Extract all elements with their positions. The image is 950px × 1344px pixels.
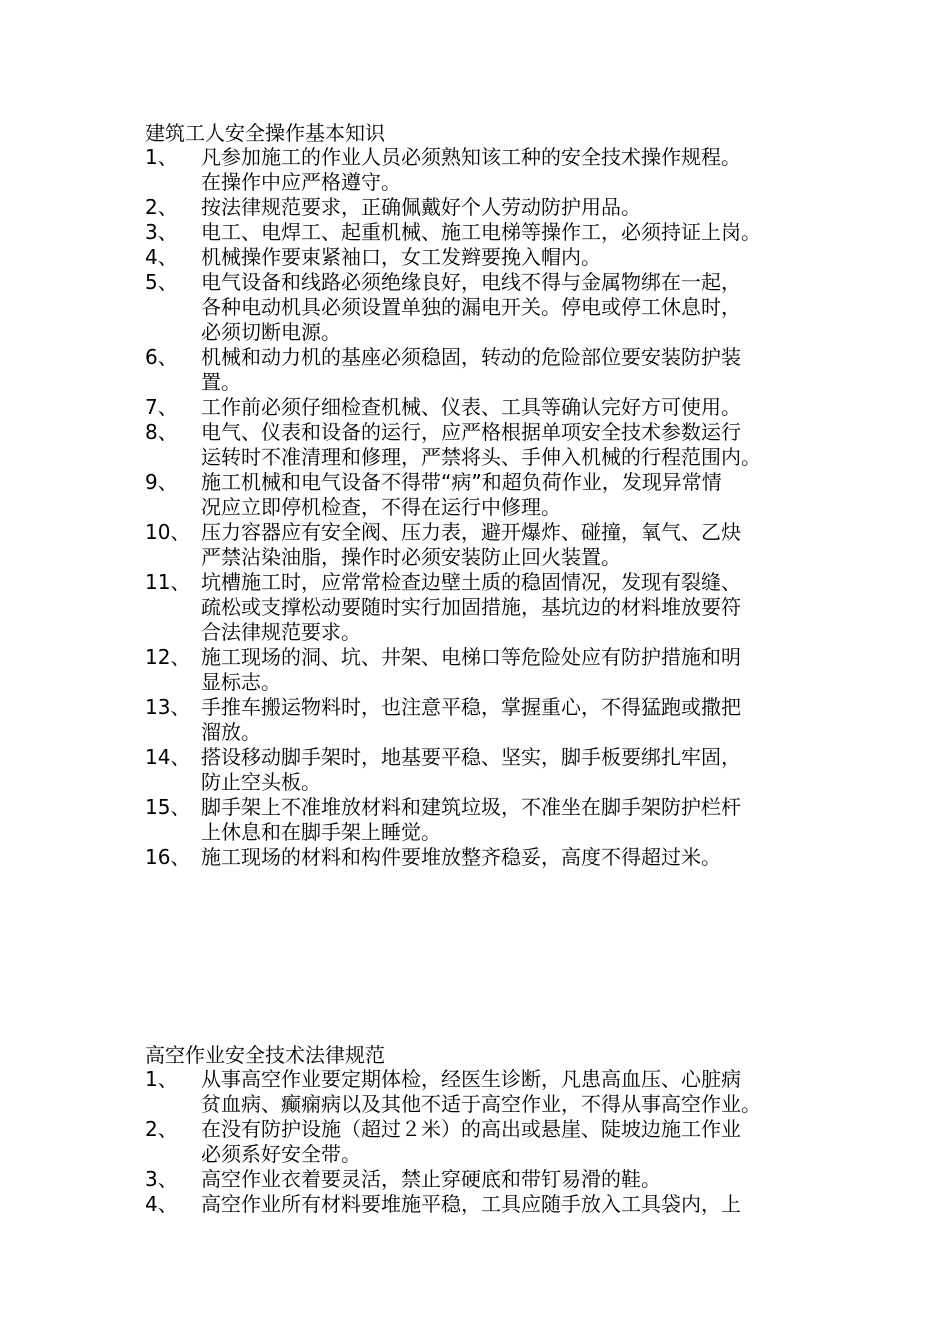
list-item	[145, 345, 835, 395]
item-text-line: 机械和动力机的基座必须稳固，转动的危险部位要安装防护装	[201, 345, 741, 369]
item-text-line: 施工机械和电气设备不得带“病”和超负荷作业，发现异常情	[201, 470, 722, 494]
item-list	[145, 145, 835, 870]
item-text-line: 搭设移动脚手架时，地基要平稳、坚实，脚手板要绑扎牢固，	[201, 745, 741, 769]
item-text-line: 置。	[201, 370, 241, 394]
list-item	[145, 1192, 835, 1217]
item-text	[201, 470, 835, 520]
item-text	[201, 145, 835, 195]
list-item	[145, 470, 835, 520]
item-number: 1、	[145, 1067, 178, 1091]
list-item	[145, 845, 835, 870]
item-text-line: 合法律规范要求。	[201, 620, 361, 644]
item-text-line: 机械操作要束紧袖口，女工发辫要挽入帽内。	[201, 245, 601, 269]
item-text-line: 贫血病、癫痫病以及其他不适于高空作业，不得从事高空作业。	[201, 1092, 761, 1116]
list-item	[145, 745, 835, 795]
item-number: 3、	[145, 1167, 178, 1191]
item-text-line: 必须切断电源。	[201, 320, 341, 344]
item-text-line: 电气设备和线路必须绝缘良好，电线不得与金属物绑在一起，	[201, 270, 741, 294]
item-text-line: 溜放。	[201, 720, 261, 744]
item-number: 2、	[145, 195, 178, 219]
item-text	[201, 695, 835, 745]
item-number: 6、	[145, 345, 178, 369]
item-list	[145, 1067, 835, 1217]
item-number: 15、	[145, 795, 191, 819]
item-text	[201, 1067, 835, 1117]
list-item	[145, 245, 835, 270]
item-text-line: 电工、电焊工、起重机械、施工电梯等操作工，必须持证上岗。	[201, 220, 761, 244]
item-text	[201, 1192, 835, 1217]
item-number: 2、	[145, 1117, 178, 1141]
section-title: 建筑工人安全操作基本知识	[145, 121, 385, 145]
item-text	[201, 245, 835, 270]
item-text-line: 上休息和在脚手架上睡觉。	[201, 820, 441, 844]
list-item	[145, 220, 835, 245]
list-item	[145, 520, 835, 570]
item-number: 7、	[145, 395, 178, 419]
item-text-line: 疏松或支撑松动要随时实行加固措施，基坑边的材料堆放要符	[201, 595, 741, 619]
list-item	[145, 195, 835, 220]
item-number: 5、	[145, 270, 178, 294]
list-item	[145, 795, 835, 845]
item-text	[201, 395, 835, 420]
list-item	[145, 270, 835, 345]
item-number: 16、	[145, 845, 191, 869]
list-item	[145, 1117, 835, 1167]
list-item	[145, 1167, 835, 1192]
item-text-line: 按法律规范要求，正确佩戴好个人劳动防护用品。	[201, 195, 641, 219]
item-number: 11、	[145, 570, 191, 594]
item-text	[201, 195, 835, 220]
item-text-line: 高空作业所有材料要堆施平稳，工具应随手放入工具袋内，上	[201, 1192, 741, 1216]
item-text-line: 在操作中应严格遵守。	[201, 170, 401, 194]
item-text	[201, 1167, 835, 1192]
item-text-line: 电气、仪表和设备的运行，应严格根据单项安全技术参数运行	[201, 420, 741, 444]
item-text	[201, 270, 835, 345]
item-text-line: 防止空头板。	[201, 770, 321, 794]
item-text	[201, 1117, 835, 1167]
item-text	[201, 570, 835, 645]
item-text-line: 压力容器应有安全阀、压力表，避开爆炸、碰撞，氧气、乙炔	[201, 520, 741, 544]
item-text-line: 显标志。	[201, 670, 281, 694]
item-number: 4、	[145, 1192, 178, 1216]
item-number: 1、	[145, 145, 178, 169]
section-safety-basics	[145, 121, 835, 870]
item-text-line: 在没有防护设施（超过２米）的高出或悬崖、陡坡边施工作业	[201, 1117, 741, 1141]
item-text	[201, 645, 835, 695]
list-item	[145, 645, 835, 695]
item-number: 3、	[145, 220, 178, 244]
item-text-line: 坑槽施工时，应常常检查边壁土质的稳固情况，发现有裂缝、	[201, 570, 741, 594]
item-number: 14、	[145, 745, 191, 769]
item-text-line: 运转时不准清理和修理，严禁将头、手伸入机械的行程范围内。	[201, 445, 761, 469]
item-text	[201, 845, 835, 870]
list-item	[145, 420, 835, 470]
item-number: 8、	[145, 420, 178, 444]
item-text	[201, 345, 835, 395]
item-text-line: 手推车搬运物料时，也注意平稳，掌握重心，不得猛跑或撒把	[201, 695, 741, 719]
section-high-altitude	[145, 1043, 835, 1217]
list-item	[145, 1067, 835, 1117]
item-number: 9、	[145, 470, 178, 494]
section-title: 高空作业安全技术法律规范	[145, 1043, 385, 1067]
item-text-line: 必须系好安全带。	[201, 1142, 361, 1166]
item-text-line: 从事高空作业要定期体检，经医生诊断，凡患高血压、心脏病	[201, 1067, 741, 1091]
item-text-line: 工作前必须仔细检查机械、仪表、工具等确认完好方可使用。	[201, 395, 741, 419]
item-text-line: 高空作业衣着要灵活，禁止穿硬底和带钉易滑的鞋。	[201, 1167, 661, 1191]
item-text	[201, 220, 835, 245]
item-text-line: 施工现场的材料和构件要堆放整齐稳妥，高度不得超过米。	[201, 845, 721, 869]
list-item	[145, 395, 835, 420]
list-item	[145, 570, 835, 645]
item-number: 10、	[145, 520, 191, 544]
item-number: 4、	[145, 245, 178, 269]
item-text	[201, 745, 835, 795]
item-text	[201, 420, 835, 470]
item-number: 13、	[145, 695, 191, 719]
item-text-line: 脚手架上不准堆放材料和建筑垃圾，不准坐在脚手架防护栏杆	[201, 795, 741, 819]
item-text-line: 各种电动机具必须设置单独的漏电开关。停电或停工休息时，	[201, 295, 741, 319]
item-text-line: 施工现场的洞、坑、井架、电梯口等危险处应有防护措施和明	[201, 645, 741, 669]
item-text-line: 严禁沾染油脂，操作时必须安装防止回火装置。	[201, 545, 621, 569]
list-item	[145, 145, 835, 195]
item-text-line: 况应立即停机检查，不得在运行中修理。	[201, 495, 561, 519]
list-item	[145, 695, 835, 745]
item-text	[201, 795, 835, 845]
item-text-line: 凡参加施工的作业人员必须熟知该工种的安全技术操作规程。	[201, 145, 741, 169]
item-number: 12、	[145, 645, 191, 669]
item-text	[201, 520, 835, 570]
